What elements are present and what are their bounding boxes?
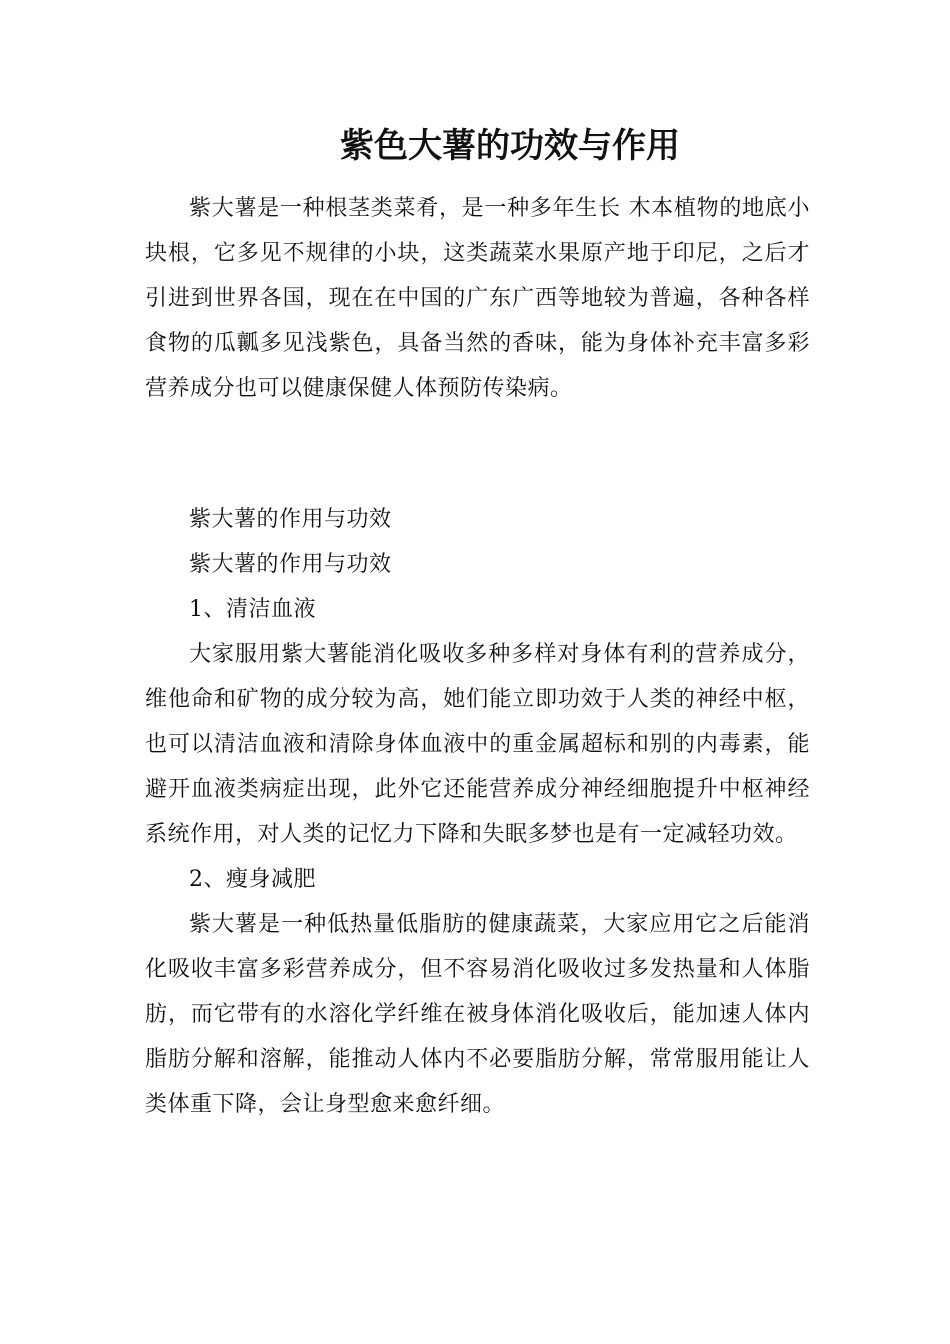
intro-paragraph: 紫大薯是一种根茎类菜肴，是一种多年生长 木本植物的地底小块根，它多见不规律的小块，这类蔬菜水果原产地于印尼，之后才引进到世界各国，现在在中国的广东广西等地较为普遍，各种各样食物的瓜瓤多见浅紫色，具备当然的香味，能为身体补充丰富多彩营养成分也可以健康保健人体预防传染病。 <box>145 196 810 401</box>
benefits-section <box>145 497 810 1127</box>
intro-section <box>145 186 810 411</box>
subheading-2: 紫大薯的作用与功效 <box>189 552 392 577</box>
item1-paragraph: 大家服用紫大薯能消化吸收多种多样对身体有利的营养成分，维他命和矿物的成分较为高，她们能立即功效于人类的神经中枢，也可以清洁血液和清除身体血液中的重金属超标和别的内毒素，能避开血液类病症出现，此外它还能营养成分神经细胞提升中枢神经系统作用，对人类的记忆力下降和失眠多梦也是有一定减轻功效。 <box>145 642 810 847</box>
item2-paragraph: 紫大薯是一种低热量低脂肪的健康蔬菜，大家应用它之后能消化吸收丰富多彩营养成分，但不容易消化吸收过多发热量和人体脂肪，而它带有的水溶化学纤维在被身体消化吸收后，能加速人体内脂肪分解和溶解，能推动人体内不必要脂肪分解，常常服用能让人类体重下降，会让身型愈来愈纤细。 <box>145 912 810 1117</box>
item2-heading: 2、瘦身减肥 <box>189 867 316 892</box>
page-title: 紫色大薯的功效与作用 <box>340 126 680 166</box>
subheading-1: 紫大薯的作用与功效 <box>189 507 392 532</box>
item1-heading: 1、清洁血液 <box>189 597 316 622</box>
